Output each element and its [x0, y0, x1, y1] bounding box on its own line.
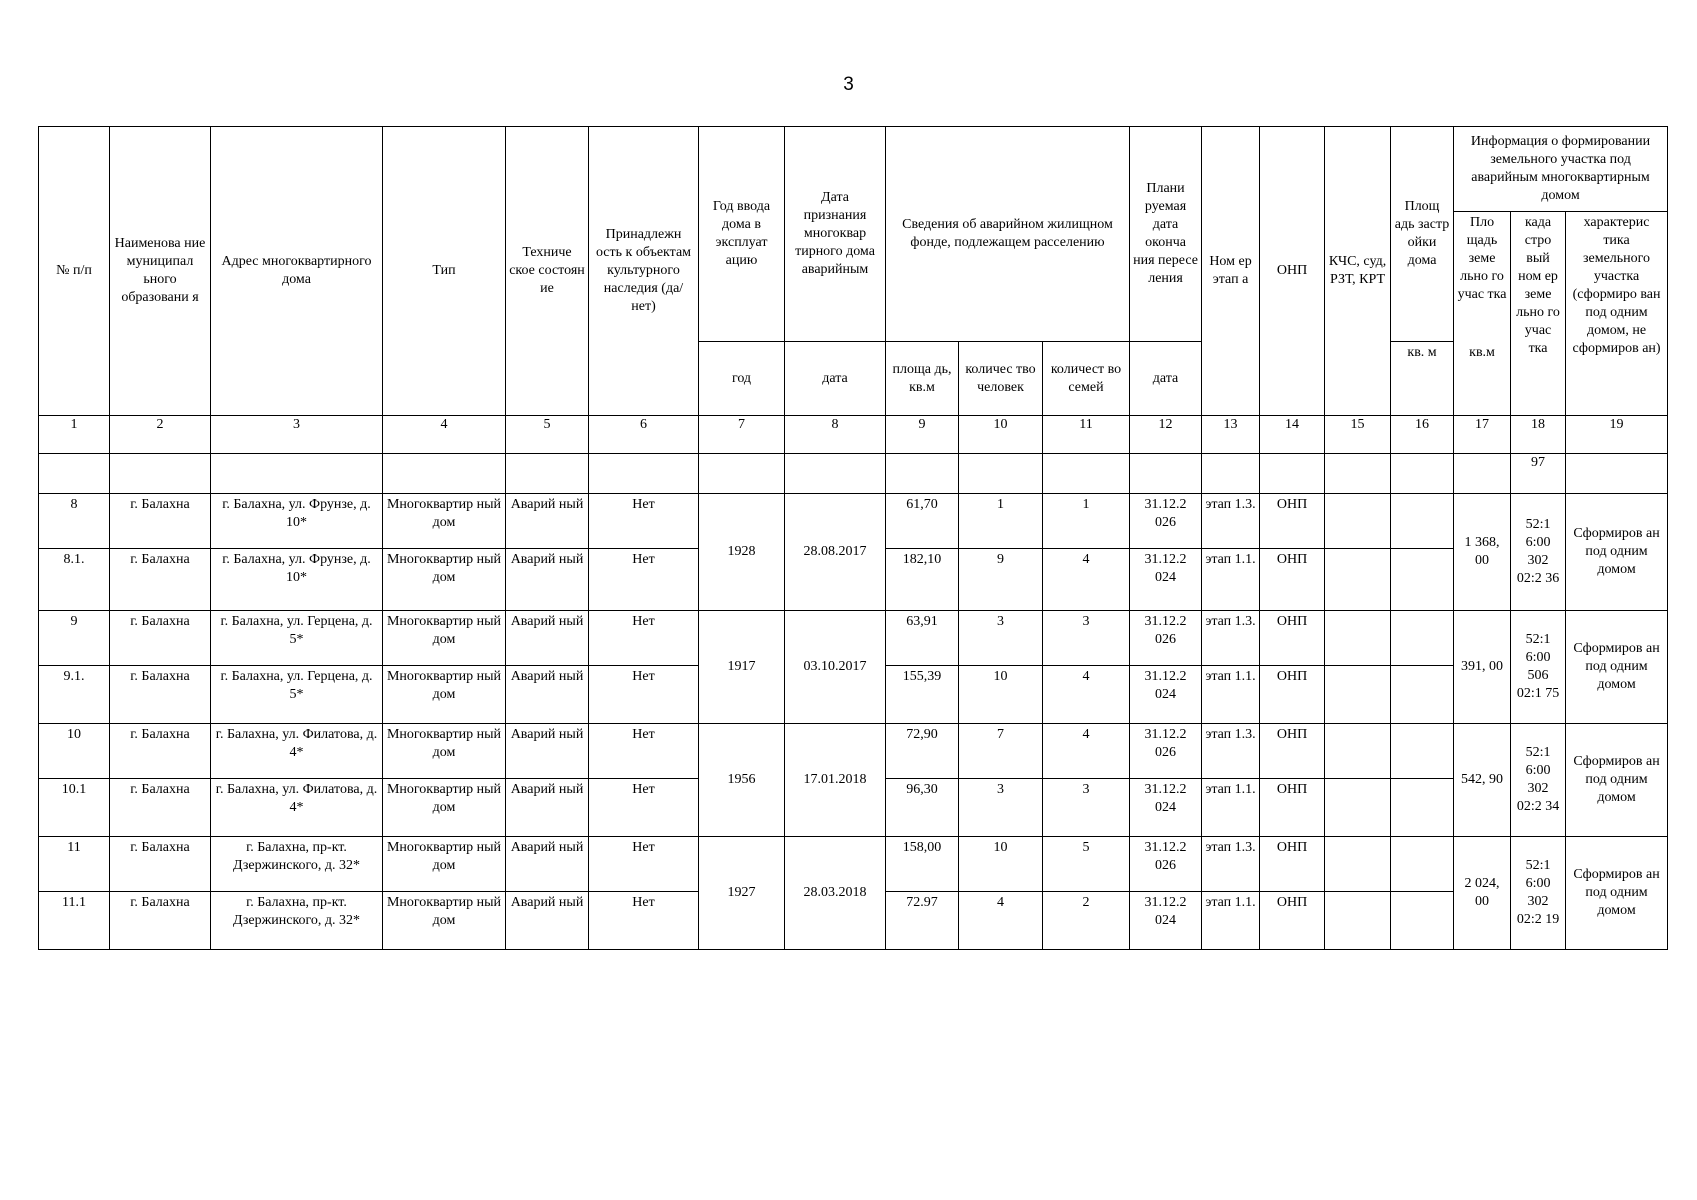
header-address: Адрес многоквартирного дома: [211, 127, 383, 416]
condition-cell: Аварий ный: [506, 666, 589, 724]
header-onp: ОНП: [1260, 127, 1325, 416]
onp-cell: ОНП: [1260, 724, 1325, 779]
families-cell: 3: [1043, 779, 1130, 837]
header-date-unit: дата: [785, 342, 886, 416]
stage-cell: этап 1.1.: [1202, 549, 1260, 611]
address-cell: г. Балахна, пр-кт. Дзержинского, д. 32*: [211, 892, 383, 950]
row-number: 11: [39, 837, 110, 892]
people-cell: 9: [959, 549, 1043, 611]
header-type: Тип: [383, 127, 506, 416]
year-cell: 1956: [699, 724, 785, 837]
column-number: 8: [785, 416, 886, 454]
type-cell: Многоквартир ный дом: [383, 666, 506, 724]
row-number: 9.1.: [39, 666, 110, 724]
cadastral-cell: 52:1 6:00 302 02:2 34: [1511, 724, 1566, 837]
header-municipality: Наименова ние муниципал ьного образовани я: [110, 127, 211, 416]
area-cell: 158,00: [886, 837, 959, 892]
header-stage: Ном ер этап а: [1202, 127, 1260, 416]
people-cell: 3: [959, 779, 1043, 837]
column-number: 5: [506, 416, 589, 454]
condition-cell: Аварий ный: [506, 611, 589, 666]
onp-cell: ОНП: [1260, 837, 1325, 892]
header-land-area: Пло щадь земе льно го учас тка: [1454, 212, 1511, 342]
people-cell: 1: [959, 494, 1043, 549]
stage-cell: этап 1.3.: [1202, 611, 1260, 666]
land-area-cell: 2 024, 00: [1454, 837, 1511, 950]
row-number: 11.1: [39, 892, 110, 950]
year-cell: 1927: [699, 837, 785, 950]
building-area-cell: [1391, 611, 1454, 666]
column-number: 9: [886, 416, 959, 454]
land-area-cell: 391, 00: [1454, 611, 1511, 724]
page-number: 3: [843, 74, 854, 95]
year-cell: 1917: [699, 611, 785, 724]
area-cell: 61,70: [886, 494, 959, 549]
area-cell: 96,30: [886, 779, 959, 837]
building-area-cell: [1391, 779, 1454, 837]
emergency-housing-table: [38, 126, 1668, 950]
municipality-cell: г. Балахна: [110, 666, 211, 724]
column-number: 4: [383, 416, 506, 454]
families-cell: 3: [1043, 611, 1130, 666]
column-number: 14: [1260, 416, 1325, 454]
address-cell: г. Балахна, ул. Фрунзе, д. 10*: [211, 494, 383, 549]
column-number: 6: [589, 416, 699, 454]
stage-cell: этап 1.3.: [1202, 724, 1260, 779]
type-cell: Многоквартир ный дом: [383, 779, 506, 837]
end-date-cell: 31.12.2 026: [1130, 724, 1202, 779]
header-land-area-unit: кв.м: [1454, 342, 1511, 416]
address-cell: г. Балахна, ул. Филатова, д. 4*: [211, 779, 383, 837]
type-cell: Многоквартир ный дом: [383, 549, 506, 611]
condition-cell: Аварий ный: [506, 779, 589, 837]
column-number: 12: [1130, 416, 1202, 454]
row-number: 8: [39, 494, 110, 549]
end-date-cell: 31.12.2 024: [1130, 779, 1202, 837]
heritage-cell: Нет: [589, 666, 699, 724]
column-number: 16: [1391, 416, 1454, 454]
onp-cell: ОНП: [1260, 892, 1325, 950]
column-number: 10: [959, 416, 1043, 454]
families-cell: 4: [1043, 724, 1130, 779]
heritage-cell: Нет: [589, 494, 699, 549]
building-area-cell: [1391, 494, 1454, 549]
area-cell: 182,10: [886, 549, 959, 611]
header-condition: Техниче ское состоян ие: [506, 127, 589, 416]
cadastral-cell: 52:1 6:00 302 02:2 19: [1511, 837, 1566, 950]
table-body: [39, 494, 1668, 950]
header-emergency-fund: Сведения об аварийном жилищном фонде, подлежащем расселению: [886, 127, 1130, 342]
type-cell: Многоквартир ный дом: [383, 724, 506, 779]
header-building-area: Площ адь застр ойки дома: [1391, 127, 1454, 342]
header-people: количес тво человек: [959, 342, 1043, 416]
row-number: 10: [39, 724, 110, 779]
column-number: 3: [211, 416, 383, 454]
onp-cell: ОНП: [1260, 666, 1325, 724]
kchs-cell: [1325, 724, 1391, 779]
address-cell: г. Балахна, ул. Герцена, д. 5*: [211, 666, 383, 724]
heritage-cell: Нет: [589, 611, 699, 666]
header-land-status: характерис тика земельного участка (сформиро ван под одним домом, не сформиров ан): [1566, 212, 1668, 416]
heritage-cell: Нет: [589, 837, 699, 892]
address-cell: г. Балахна, ул. Герцена, д. 5*: [211, 611, 383, 666]
onp-cell: ОНП: [1260, 779, 1325, 837]
condition-cell: Аварий ный: [506, 892, 589, 950]
building-area-cell: [1391, 549, 1454, 611]
column-number: 15: [1325, 416, 1391, 454]
building-area-cell: [1391, 724, 1454, 779]
cadastral-cell: 52:1 6:00 506 02:1 75: [1511, 611, 1566, 724]
stage-cell: этап 1.3.: [1202, 494, 1260, 549]
header-land-info: Информация о формировании земельного участка под аварийным многоквартирным домом: [1454, 127, 1668, 212]
land-status-cell: Сформиров ан под одним домом: [1566, 494, 1668, 611]
condition-cell: Аварий ный: [506, 494, 589, 549]
header-heritage: Принадлежн ость к объектам культурного наследия (да/нет): [589, 127, 699, 416]
kchs-cell: [1325, 549, 1391, 611]
column-numbers-row: [39, 416, 1668, 454]
people-cell: 7: [959, 724, 1043, 779]
header-planned-date-unit: дата: [1130, 342, 1202, 416]
heritage-cell: Нет: [589, 549, 699, 611]
families-cell: 4: [1043, 666, 1130, 724]
land-status-cell: Сформиров ан под одним домом: [1566, 837, 1668, 950]
recognition-date-cell: 03.10.2017: [785, 611, 886, 724]
people-cell: 10: [959, 837, 1043, 892]
end-date-cell: 31.12.2 024: [1130, 892, 1202, 950]
municipality-cell: г. Балахна: [110, 494, 211, 549]
people-cell: 4: [959, 892, 1043, 950]
families-cell: 2: [1043, 892, 1130, 950]
stage-cell: этап 1.1.: [1202, 779, 1260, 837]
land-status-cell: Сформиров ан под одним домом: [1566, 724, 1668, 837]
column-number: 1: [39, 416, 110, 454]
table-row: [39, 611, 1668, 666]
header-year-unit: год: [699, 342, 785, 416]
municipality-cell: г. Балахна: [110, 892, 211, 950]
year-cell: 1928: [699, 494, 785, 611]
end-date-cell: 31.12.2 026: [1130, 494, 1202, 549]
building-area-cell: [1391, 837, 1454, 892]
table-row: [39, 494, 1668, 549]
building-area-cell: [1391, 666, 1454, 724]
cadastral-cell: 52:1 6:00 302 02:2 36: [1511, 494, 1566, 611]
header-planned-date: Плани руемая дата оконча ния пересе ления: [1130, 127, 1202, 342]
column-number: 7: [699, 416, 785, 454]
municipality-cell: г. Балахна: [110, 724, 211, 779]
end-date-cell: 31.12.2 024: [1130, 549, 1202, 611]
area-cell: 72.97: [886, 892, 959, 950]
families-cell: 1: [1043, 494, 1130, 549]
recognition-date-cell: 28.03.2018: [785, 837, 886, 950]
municipality-cell: г. Балахна: [110, 837, 211, 892]
row-number: 10.1: [39, 779, 110, 837]
heritage-cell: Нет: [589, 779, 699, 837]
row-number: 8.1.: [39, 549, 110, 611]
end-date-cell: 31.12.2 026: [1130, 837, 1202, 892]
land-area-cell: 1 368, 00: [1454, 494, 1511, 611]
area-cell: 155,39: [886, 666, 959, 724]
column-number: 18: [1511, 416, 1566, 454]
recognition-date-cell: 28.08.2017: [785, 494, 886, 611]
cadastral-continuation: 97: [1511, 454, 1566, 494]
kchs-cell: [1325, 837, 1391, 892]
header-num: № п/п: [39, 127, 110, 416]
header-kchs: КЧС, суд, РЗТ, КРТ: [1325, 127, 1391, 416]
stage-cell: этап 1.1.: [1202, 666, 1260, 724]
area-cell: 72,90: [886, 724, 959, 779]
header-year: Год ввода дома в эксплуат ацию: [699, 127, 785, 342]
column-number: 11: [1043, 416, 1130, 454]
condition-cell: Аварий ный: [506, 549, 589, 611]
end-date-cell: 31.12.2 024: [1130, 666, 1202, 724]
people-cell: 10: [959, 666, 1043, 724]
column-number: 17: [1454, 416, 1511, 454]
condition-cell: Аварий ный: [506, 724, 589, 779]
header-families: количест во семей: [1043, 342, 1130, 416]
families-cell: 5: [1043, 837, 1130, 892]
building-area-cell: [1391, 892, 1454, 950]
type-cell: Многоквартир ный дом: [383, 892, 506, 950]
type-cell: Многоквартир ный дом: [383, 837, 506, 892]
column-number: 19: [1566, 416, 1668, 454]
heritage-cell: Нет: [589, 724, 699, 779]
heritage-cell: Нет: [589, 892, 699, 950]
land-status-cell: Сформиров ан под одним домом: [1566, 611, 1668, 724]
kchs-cell: [1325, 666, 1391, 724]
header-building-area-unit: кв. м: [1391, 342, 1454, 416]
stage-cell: этап 1.1.: [1202, 892, 1260, 950]
families-cell: 4: [1043, 549, 1130, 611]
address-cell: г. Балахна, ул. Фрунзе, д. 10*: [211, 549, 383, 611]
spill-row: [39, 454, 1668, 494]
recognition-date-cell: 17.01.2018: [785, 724, 886, 837]
kchs-cell: [1325, 494, 1391, 549]
land-area-cell: 542, 90: [1454, 724, 1511, 837]
header-area: площа дь, кв.м: [886, 342, 959, 416]
header-recognition-date: Дата признания многоквар тирного дома аварийным: [785, 127, 886, 342]
kchs-cell: [1325, 779, 1391, 837]
type-cell: Многоквартир ный дом: [383, 494, 506, 549]
table-row: [39, 837, 1668, 892]
address-cell: г. Балахна, пр-кт. Дзержинского, д. 32*: [211, 837, 383, 892]
stage-cell: этап 1.3.: [1202, 837, 1260, 892]
people-cell: 3: [959, 611, 1043, 666]
end-date-cell: 31.12.2 026: [1130, 611, 1202, 666]
kchs-cell: [1325, 611, 1391, 666]
onp-cell: ОНП: [1260, 611, 1325, 666]
area-cell: 63,91: [886, 611, 959, 666]
municipality-cell: г. Балахна: [110, 611, 211, 666]
address-cell: г. Балахна, ул. Филатова, д. 4*: [211, 724, 383, 779]
onp-cell: ОНП: [1260, 494, 1325, 549]
table-row: [39, 724, 1668, 779]
condition-cell: Аварий ный: [506, 837, 589, 892]
type-cell: Многоквартир ный дом: [383, 611, 506, 666]
municipality-cell: г. Балахна: [110, 549, 211, 611]
kchs-cell: [1325, 892, 1391, 950]
onp-cell: ОНП: [1260, 549, 1325, 611]
header-cadastral: када стро вый ном ер земе льно го учас тка: [1511, 212, 1566, 416]
row-number: 9: [39, 611, 110, 666]
municipality-cell: г. Балахна: [110, 779, 211, 837]
column-number: 2: [110, 416, 211, 454]
column-number: 13: [1202, 416, 1260, 454]
